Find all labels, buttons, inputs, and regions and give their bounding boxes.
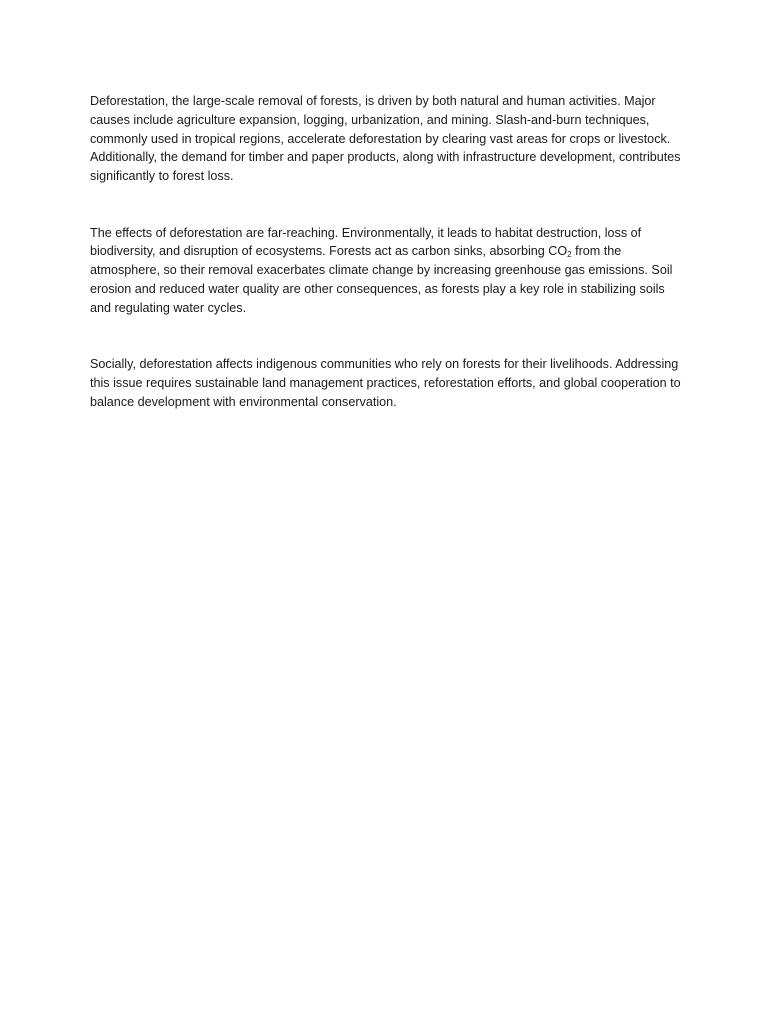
paragraph-effects [90,224,682,318]
paragraph-effects-text-end: from the atmosphere, so their removal exacerbates climate change by increasing greenhouse gas emissions. Soil erosion and reduced water quality are other consequences, as forests play a key role in stabilizing soils and regulating water cycles. [90,244,673,315]
paragraph-social: Socially, deforestation affects indigenous communities who rely on forests for their livelihoods. Addressing this issue requires sustainable land management practices, reforestation efforts, and global cooperation to balance development with environmental conservation. [90,357,681,409]
paragraph-causes: Deforestation, the large-scale removal of forests, is driven by both natural and human activities. Major causes include agriculture expansion, logging, urbanization, and mining. Slash-and-burn techniques, commonly used in tropical regions, accelerate deforestation by clearing vast areas for crops or livestock. Additionally, the demand for timber and paper products, along with infrastructure development, contributes significantly to forest loss. [90,94,681,184]
co2-subscript: 2 [567,250,572,260]
paragraph-effects-text-start: The effects of deforestation are far-reaching. Environmentally, it leads to habitat destruction, loss of biodiversity, and disruption of ecosystems. Forests act as carbon sinks, absorbing CO [90,225,642,259]
document-body [90,92,682,449]
